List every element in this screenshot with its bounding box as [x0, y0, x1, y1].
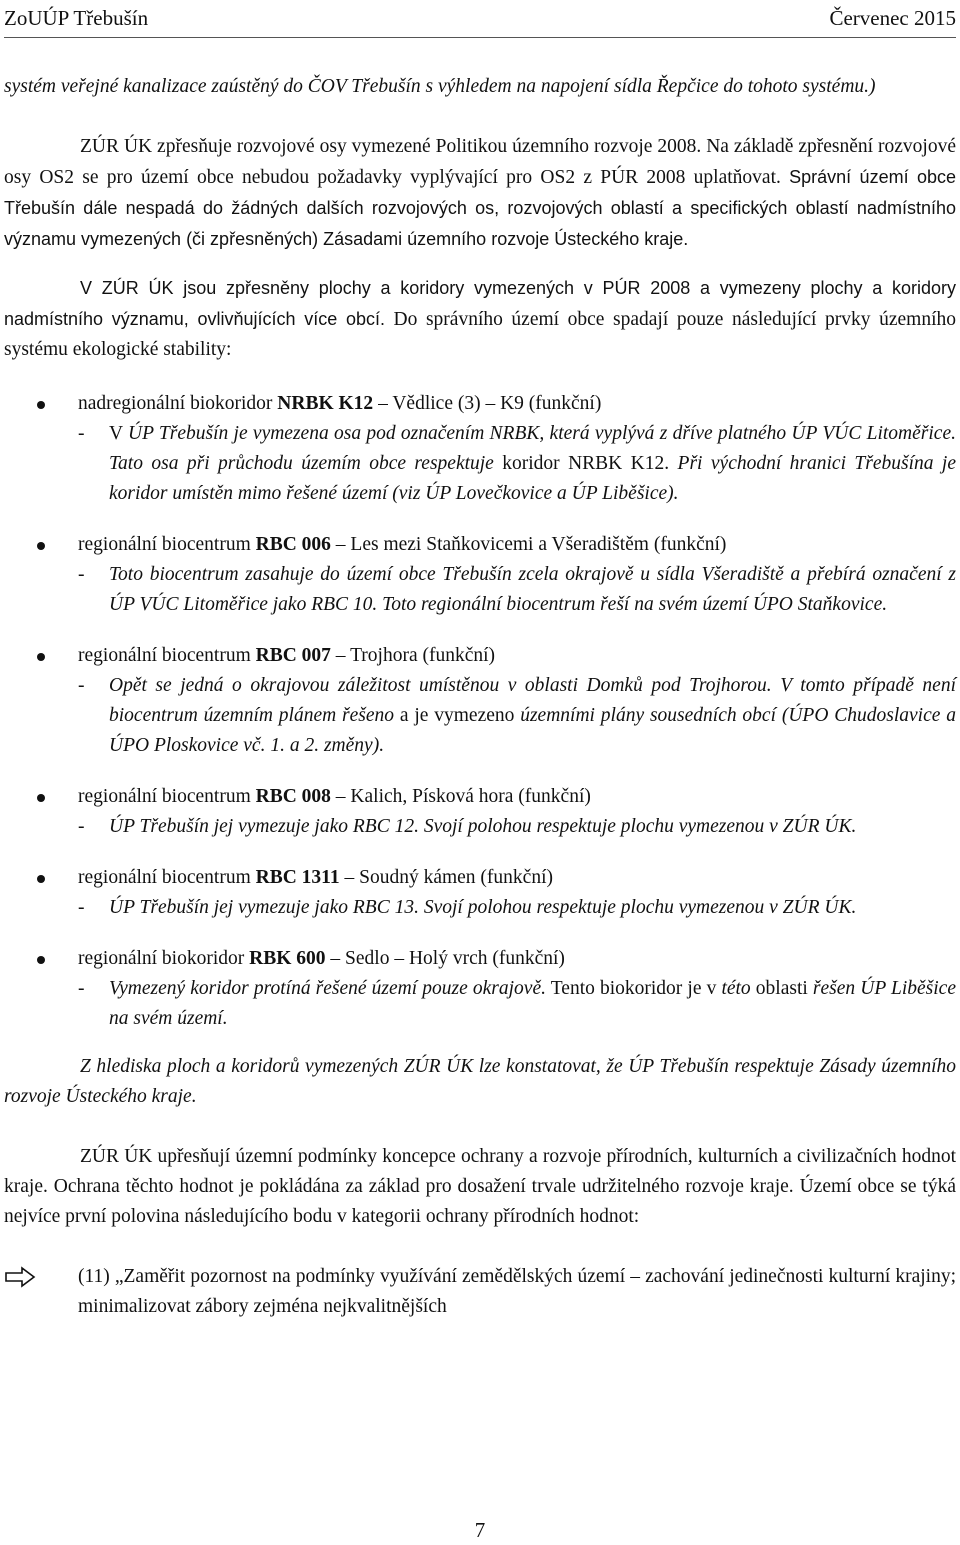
note-segment: oblasti	[750, 978, 813, 999]
element-description: – Vědlice (3) – K9 (funkční)	[373, 393, 602, 414]
dash-marker: -	[78, 978, 85, 999]
element-code: RBC 007	[255, 645, 331, 666]
note-segment: a je vymezeno	[394, 705, 521, 726]
dash-marker: -	[78, 816, 85, 837]
note-segment: Tento biokoridor je v	[545, 978, 722, 999]
list-item-note	[78, 560, 956, 620]
element-code: RBC 008	[255, 786, 331, 807]
uses-element-list	[4, 389, 956, 1034]
element-description: – Trojhora (funkční)	[330, 645, 496, 666]
list-item	[4, 863, 956, 923]
note-segment: Toto biocentrum zasahuje do území obce Třebušín zcela okrajově u sídla Všeradiště a přebírá označení z ÚP VÚC Litoměřice jako RBC 10. Toto regionální biocentrum řeší na svém území ÚPO Staňkovice.	[109, 564, 956, 615]
dash-marker: -	[78, 564, 85, 585]
bullet-icon	[37, 401, 45, 409]
bullet-icon	[37, 542, 45, 550]
list-item-heading	[78, 863, 956, 893]
dash-marker: -	[78, 675, 85, 696]
list-item-note	[78, 419, 956, 509]
note-segment: řešen ÚP Liběšice na svém území.	[109, 978, 956, 1029]
list-item	[4, 641, 956, 761]
quote-text: (11) „Zaměřit pozornost na podmínky využívání zemědělských území – zachování jedinečnosti kulturní krajiny; minimalizovat zábory zejména nejkvalitnějších	[78, 1266, 956, 1317]
note-segment: ÚP Třebušín jej vymezuje jako RBC 13. Svojí polohou respektuje plochu vymezenou v ZÚR ÚK.	[109, 897, 857, 918]
list-item-heading	[78, 389, 956, 419]
note-segment: ÚP Třebušín je vymezena osa pod označením NRBK, která vyplývá z dříve platného ÚP VÚC Litoměřice. Tato osa při průchodu územím obce respektuje	[109, 423, 956, 474]
paragraph-development-axes-part-1: ZÚR ÚK zpřesňuje rozvojové osy vymezené Politikou územního rozvoje 2008. Na základě zpřesnění rozvojové osy OS2 se pro území obce nebudou požadavky vyplývající pro OS2 z PÚR 2008 uplatňovat.	[4, 136, 956, 188]
paragraph-sewer-system: systém veřejné kanalizace zaústěný do ČOV Třebušín s výhledem na napojení sídla Řepčice do tohoto systému.)	[4, 76, 876, 97]
element-code: RBC 1311	[255, 867, 340, 888]
element-type: regionální biokoridor	[78, 948, 250, 969]
bullet-icon	[37, 875, 45, 883]
list-item-note	[78, 893, 956, 923]
quote-item	[4, 1262, 956, 1322]
list-item-heading	[78, 641, 956, 671]
paragraph-corridors-part-2: Do správního území obce spadají pouze následující prvky územního systému ekologické stability:	[4, 309, 956, 360]
element-description: – Les mezi Staňkovicemi a Všeradištěm (funkční)	[330, 534, 727, 555]
list-item-heading	[78, 530, 956, 560]
paragraph-corridors	[4, 273, 956, 365]
dash-marker: -	[78, 897, 85, 918]
list-item-note	[78, 974, 956, 1034]
list-item	[4, 389, 956, 509]
list-item-heading	[78, 782, 956, 812]
element-type: regionální biocentrum	[78, 534, 256, 555]
note-segment: Opět se jedná o okrajovou záležitost umístěnou v oblasti Domků pod Trojhorou. V tomto případě není biocentrum územním plánem řešeno	[109, 675, 956, 726]
header-date: Červenec 2015	[829, 6, 956, 30]
note-segment: Vymezený koridor protíná řešené území pouze okrajově.	[109, 978, 546, 999]
bullet-icon	[37, 653, 45, 661]
element-type: regionální biocentrum	[78, 645, 256, 666]
note-segment: této	[721, 978, 751, 999]
element-code: RBK 600	[249, 948, 326, 969]
bullet-icon	[37, 794, 45, 802]
paragraph-development-axes-part-2: Správní území obce Třebušín dále nespadá do žádných dalších rozvojových os, rozvojových oblastí a specifických oblastí nadmístního významu vymezených (či zpřesněných) Zásadami územního rozvoje Ústeckého kraje.	[4, 167, 956, 249]
element-type: nadregionální biokoridor	[78, 393, 278, 414]
page-header	[4, 3, 956, 38]
paragraph-development-axes	[4, 132, 956, 255]
note-segment: ÚP Třebušín jej vymezuje jako RBC 12. Svojí polohou respektuje plochu vymezenou v ZÚR ÚK.	[109, 816, 857, 837]
list-item	[4, 944, 956, 1034]
element-type: regionální biocentrum	[78, 867, 256, 888]
document-body	[4, 72, 956, 1322]
element-code: RBC 006	[255, 534, 331, 555]
list-item	[4, 782, 956, 842]
paragraph-corridors-part-1: V ZÚR ÚK jsou zpřesněny plochy a koridory vymezených v PÚR 2008 a vymezeny plochy a koridory nadmístního významu, ovlivňujících více obcí.	[4, 278, 956, 329]
note-segment: územními plány sousedních obcí (ÚPO Chudoslavice a ÚPO Ploskovice vč. 1. a 2. změny).	[109, 705, 956, 756]
element-code: NRBK K12	[277, 393, 374, 414]
note-segment: Při východní hranici Třebušína je koridor umístěn mimo řešené území (viz ÚP Lovečkovice a ÚP Liběšice).	[109, 453, 956, 504]
element-description: – Kalich, Písková hora (funkční)	[330, 786, 591, 807]
page-number: 7	[474, 1518, 486, 1542]
paragraph-values-protection: ZÚR ÚK upřesňují územní podmínky koncepce ochrany a rozvoje přírodních, kulturních a civilizačních hodnot kraje. Ochrana těchto hodnot je pokládána za základ pro dosažení trvale udržitelného rozvoje kraje. Území obce se týká nejvíce první polovina následujícího bodu v kategorii ochrany přírodních hodnot:	[4, 1146, 956, 1227]
paragraph-conclusion: Z hlediska ploch a koridorů vymezených ZÚR ÚK lze konstatovat, že ÚP Třebušín respektuje Zásady územního rozvoje Ústeckého kraje.	[4, 1056, 956, 1107]
list-item-note	[78, 812, 956, 842]
dash-marker: -	[78, 423, 85, 444]
note-segment: koridor NRBK K12.	[493, 453, 678, 474]
list-item	[4, 530, 956, 620]
list-item-note	[78, 671, 956, 761]
element-type: regionální biocentrum	[78, 786, 256, 807]
bullet-icon	[37, 956, 45, 964]
header-document-title: ZoUÚP Třebušín	[4, 6, 149, 30]
element-description: – Soudný kámen (funkční)	[339, 867, 553, 888]
element-description: – Sedlo – Holý vrch (funkční)	[325, 948, 565, 969]
hollow-arrow-icon	[4, 1265, 40, 1289]
list-item-heading	[78, 944, 956, 974]
note-segment: V	[109, 423, 129, 444]
